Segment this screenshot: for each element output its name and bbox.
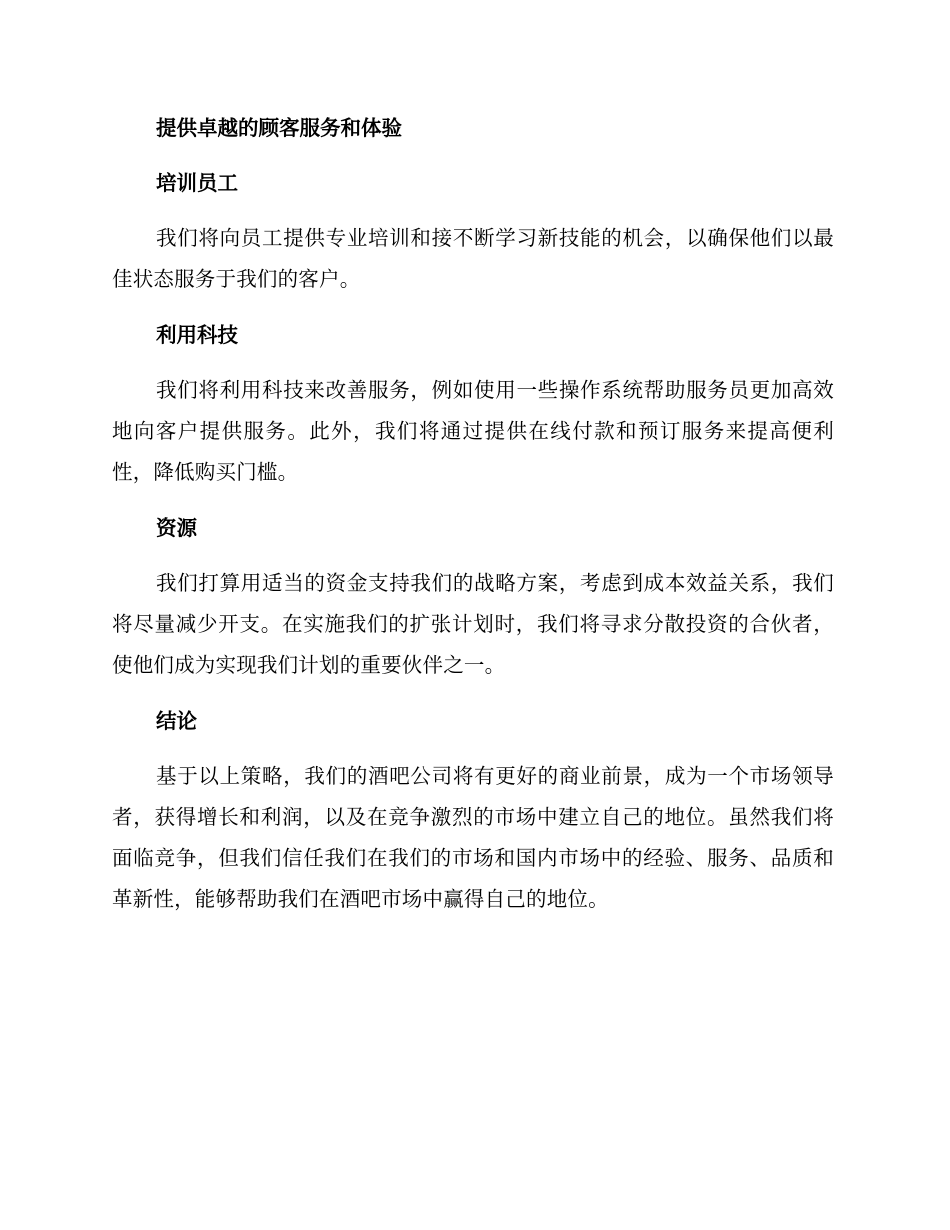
paragraph-resources: 我们打算用适当的资金支持我们的战略方案，考虑到成本效益关系，我们将尽量减少开支。在实施我们的扩张计划时，我们将寻求分散投资的合伙者，使他们成为实现我们计划的重要伙伴之一。 <box>112 571 834 677</box>
paragraph-conclusion: 基于以上策略，我们的酒吧公司将有更好的商业前景，成为一个市场领导者，获得增长和利润，以及在竞争激烈的市场中建立自己的地位。虽然我们将面临竞争，但我们信任我们在我们的市场和国内市场中的经验、服务、品质和革新性，能够帮助我们在酒吧市场中赢得自己的地位。 <box>112 764 834 911</box>
heading-resources: 资源 <box>156 516 197 540</box>
heading-conclusion: 结论 <box>156 709 197 733</box>
heading-staff-training: 培训员工 <box>156 171 238 195</box>
heading-use-technology: 利用科技 <box>156 323 238 347</box>
document-body <box>112 108 834 935</box>
paragraph-use-technology: 我们将利用科技来改善服务，例如使用一些操作系统帮助服务员更加高效地向客户提供服务。此外，我们将通过提供在线付款和预订服务来提高便利性，降低购买门槛。 <box>112 378 834 484</box>
paragraph-staff-training: 我们将向员工提供专业培训和接不断学习新技能的机会，以确保他们以最佳状态服务于我们的客户。 <box>112 226 834 291</box>
section-title: 提供卓越的顾客服务和体验 <box>156 116 402 140</box>
